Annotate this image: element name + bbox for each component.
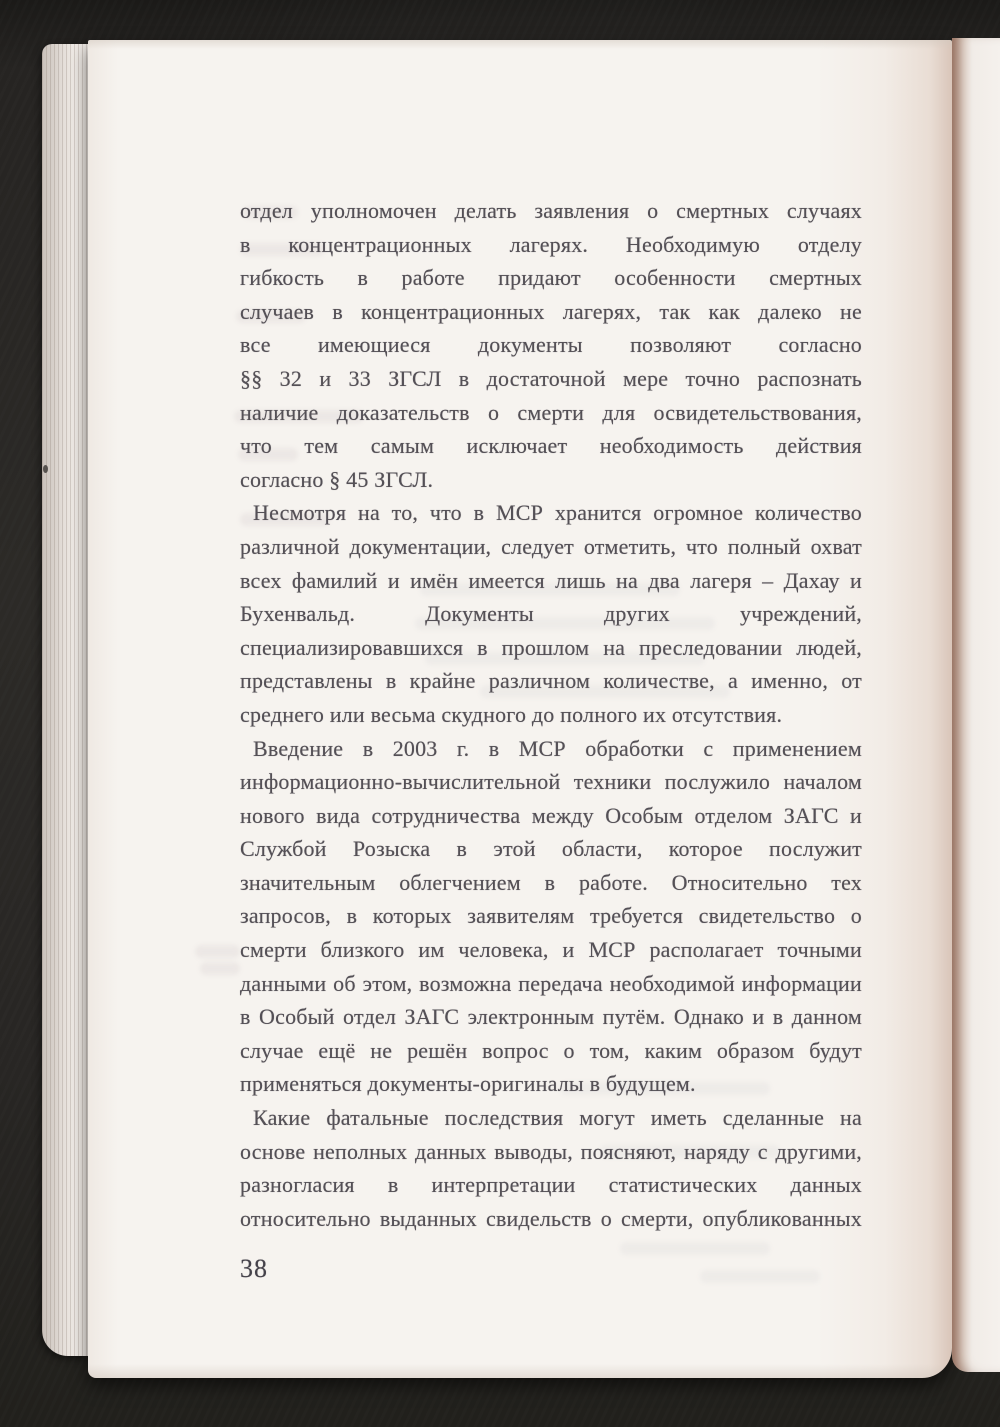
text-line: Какие фатальные последствия могут иметь сделанные на <box>253 1105 862 1131</box>
text-line: Введение в 2003 г. в МСР обработки с применением <box>253 735 862 761</box>
paragraph <box>240 194 862 496</box>
text-line: все имеющиеся документы позволяют согласно <box>240 332 862 358</box>
bleedthrough-mark <box>195 945 240 958</box>
book-page <box>88 40 952 1378</box>
text-line: в Особый отдел ЗАГС электронным путём. Однако и в данном <box>240 1004 862 1030</box>
text-line: случаев в концентрационных лагерях, так как далеко не <box>240 298 862 324</box>
text-line: гибкость в работе придают особенности смертных <box>240 265 862 291</box>
text-line: различной документации, следует отметить, что полный охват <box>240 533 862 559</box>
paper-speck <box>43 465 48 473</box>
text-line: случае ещё не решён вопрос о том, каким образом будут <box>240 1037 862 1063</box>
text-line: всех фамилий и имён имеется лишь на два лагеря – Дахау и <box>240 567 862 593</box>
page-number: 38 <box>240 1254 268 1283</box>
next-page-edge <box>952 38 1000 1372</box>
bleedthrough-mark <box>200 962 240 975</box>
text-line: значительным облегчением в работе. Относительно тех <box>240 869 862 895</box>
text-line: относительно выданных свидельств о смерти, опубликованных <box>240 1205 862 1231</box>
text-line: основе неполных данных выводы, поясняют, наряду с другими, <box>240 1138 862 1164</box>
text-line: среднего или весьма скудного до полного их отсутствия. <box>240 701 783 727</box>
text-line: Несмотря на то, что в МСР хранится огромное количество <box>253 500 862 526</box>
text-line: представлены в крайне различном количестве, а именно, от <box>240 668 862 694</box>
paragraph <box>240 1101 862 1235</box>
text-line: Службой Розыска в этой области, которое послужит <box>240 836 862 862</box>
text-line: применяться документы-оригиналы в будущем. <box>240 1071 696 1097</box>
bleedthrough-mark <box>620 1242 770 1255</box>
text-line: информационно-вычислительной техники послужило началом <box>240 769 862 795</box>
text-line: смерти близкого им человека, и МСР располагает точными <box>240 937 862 963</box>
text-line: согласно § 45 ЗГСЛ. <box>240 466 434 492</box>
text-line: нового вида сотрудничества между Особым отделом ЗАГС и <box>240 802 862 828</box>
paragraph <box>240 732 862 1102</box>
page-text <box>240 194 862 1235</box>
text-line: данными об этом, возможна передача необходимой информации <box>240 970 862 996</box>
paragraph <box>240 496 862 731</box>
text-line: отдел уполномочен делать заявления о смертных случаях <box>240 198 862 223</box>
bleedthrough-mark <box>700 1270 820 1283</box>
text-line: что тем самым исключает необходимость действия <box>240 433 862 459</box>
book-page-edges <box>42 44 90 1356</box>
text-line: наличие доказательств о смерти для освидетельствования, <box>240 399 862 425</box>
text-line: Бухенвальд. Документы других учреждений, <box>240 601 862 627</box>
text-line: специализировавшихся в прошлом на преследовании людей, <box>240 634 862 660</box>
text-line: запросов, в которых заявителям требуется свидетельство о <box>240 903 862 929</box>
text-line: разногласия в интерпретации статистических данных <box>240 1172 862 1198</box>
text-line: §§ 32 и 33 ЗГСЛ в достаточной мере точно распознать <box>240 365 862 391</box>
text-line: в концентрационных лагерях. Необходимую отделу <box>240 231 862 257</box>
